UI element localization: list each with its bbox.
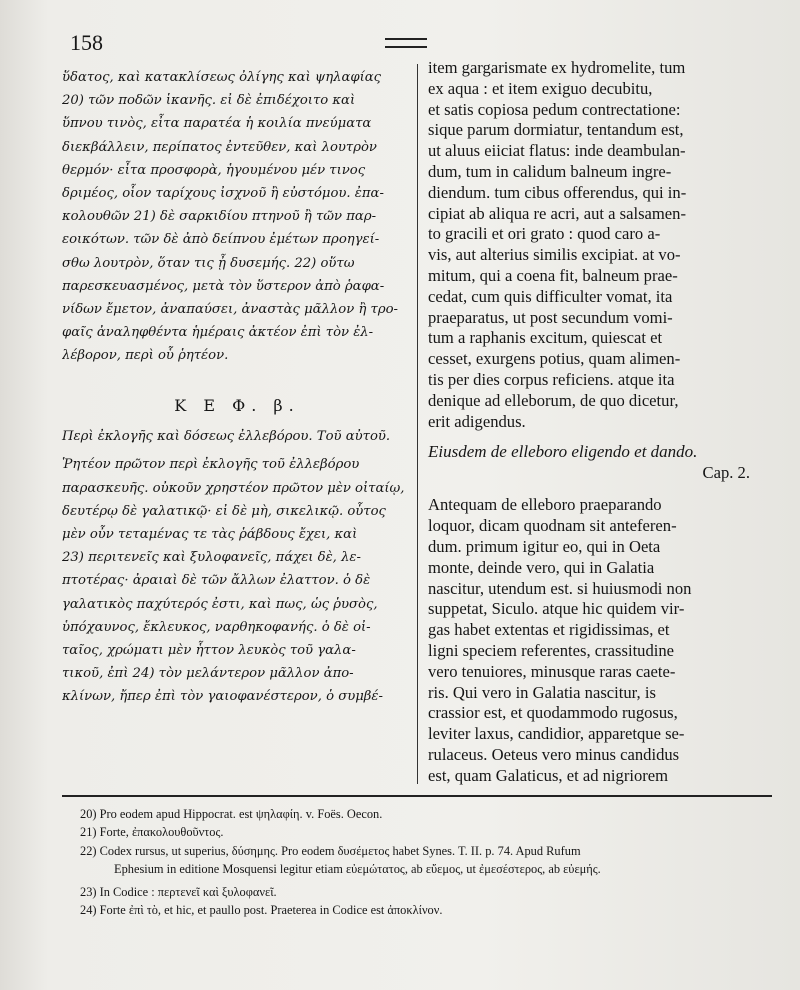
footnote-line: 21) Forte, ἐπακολουθοῦντος. bbox=[80, 825, 224, 840]
footnote-line: 20) Pro eodem apud Hippocrat. est ψηλαφίη. v. Foës. Oecon. bbox=[80, 807, 383, 821]
latin-text-line: dum, tum in calidum balneum ingre- bbox=[428, 161, 672, 181]
latin-column bbox=[428, 58, 758, 787]
latin-text-line: ut aluus eiiciat flatus: inde deambulan- bbox=[428, 141, 686, 161]
latin-text-line: cesset, exurgens potius, quam alimen- bbox=[428, 349, 681, 369]
latin-text-line: nascitur, utendum est. si huiusmodi non bbox=[428, 578, 692, 598]
latin-text-line: rulaceus. Oeteus vero minus candidus bbox=[428, 744, 680, 764]
greek-text-line: θερμόν· εἶτα προσφορὰ, ἡγουμένου μέν τινος bbox=[62, 162, 366, 178]
latin-text-line: est, quam Galaticus, et ad nigriorem bbox=[428, 765, 669, 785]
latin-text-line: gas habet extentas et rigidissimas, et bbox=[428, 620, 670, 640]
latin-text-line: monte, deinde vero, qui in Galatia bbox=[428, 557, 655, 577]
greek-text-line: Ῥητέον πρῶτον περὶ ἐκλογῆς τοῦ ἐλλεβόρου bbox=[62, 457, 360, 473]
latin-text-line: dum. primum igitur eo, qui in Oeta bbox=[428, 536, 661, 556]
greek-text-line: νίδων ἔμετον, ἀναπαύσει, ἀναστὰς μᾶλλον ἢ τρο- bbox=[62, 301, 398, 317]
latin-text-line: ex aqua : et item exiguo decubitu, bbox=[428, 78, 653, 98]
footnote-rule bbox=[62, 795, 772, 797]
greek-text-line: μὲν οὖν τεταμένας τε τὰς ῥάβδους ἔχει, καὶ bbox=[62, 527, 358, 542]
greek-text-line: 20) τῶν ποδῶν ἱκανῆς. εἰ δὲ ἐπιδέχοιτο καὶ bbox=[62, 93, 356, 109]
greek-column bbox=[62, 66, 412, 709]
greek-paragraph-2 bbox=[62, 453, 412, 708]
greek-text-line: ὕπνου τινὸς, εἶτα παρατέα ἡ κοιλία πνεύματα bbox=[62, 116, 372, 132]
header-ornament bbox=[385, 38, 427, 48]
greek-text-line: πτοτέρας· ἀραιαὶ δὲ τῶν ἄλλων ἐλαττον. ὁ δὲ bbox=[62, 573, 371, 589]
latin-paragraph-2 bbox=[428, 495, 758, 786]
column-divider bbox=[417, 64, 418, 784]
latin-text-line: mitum, qui a coena fit, balneum prae- bbox=[428, 265, 678, 285]
greek-text-line: φαῖς ἀναληφθέντα ἡμέραις ἀκτέον ἐπὶ τὸν ἐλ- bbox=[62, 325, 374, 341]
greek-text-line: κλίνων, ἤπερ ἐπὶ τὸν γαιοφανέστερον, ὁ συμβέ- bbox=[62, 689, 383, 705]
latin-text-line: tis per dies corpus reficiens. atque ita bbox=[428, 369, 675, 389]
latin-text-line: Antequam de elleboro praeparando bbox=[428, 495, 662, 515]
latin-chapter-heading: Eiusdem de elleboro eligendo et dando. bbox=[428, 442, 698, 462]
latin-chapter-number: Cap. 2. bbox=[702, 463, 750, 483]
latin-text-line: praeparatus, ut post secundum vomi- bbox=[428, 307, 673, 327]
greek-chapter-subtitle: Περὶ ἐκλογῆς καὶ δόσεως ἐλλεβόρου. Τοῦ αὐτοῦ. bbox=[62, 429, 391, 445]
greek-text-line: κολουθῶν 21) δὲ σαρκιδίου πτηνοῦ ἢ τῶν παρ- bbox=[62, 209, 377, 225]
greek-chapter-heading: Κ Ε Φ. β. bbox=[174, 396, 300, 416]
greek-text-line: παρασκευῆς. οὐκοῦν χρηστέον πρῶτον μὲν οἰταίῳ, bbox=[62, 480, 405, 496]
latin-text-line: tum a raphanis excitum, quiescat et bbox=[428, 328, 663, 348]
greek-text-line: τικοῦ, ἐπὶ 24) τὸν μελάντερον μᾶλλον ἀπο- bbox=[62, 666, 354, 682]
latin-text-line: diendum. tum cibus offerendus, qui in- bbox=[428, 182, 687, 202]
latin-text-line: cedat, cum quis difficulter vomat, ita bbox=[428, 286, 673, 306]
greek-text-line: δριμέος, οἷον ταρίχους ἰσχνοῦ ἢ εὐστόμου. ἐπα- bbox=[62, 185, 384, 201]
latin-text-line: crassior est, et quodammodo rugosus, bbox=[428, 703, 678, 723]
footnote-line: 23) In Codice : περτενεῖ καὶ ξυλοφανεῖ. bbox=[80, 884, 277, 899]
latin-text-line: ligni speciem referentes, crassitudine bbox=[428, 640, 675, 660]
latin-text-line: item gargarismate ex hydromelite, tum bbox=[428, 58, 686, 77]
greek-text-line: εοικότων. τῶν δὲ ἀπὸ δείπνου ἐμέτων προηγεί- bbox=[62, 232, 380, 248]
greek-text-line: παρεσκευασμένος, μετὰ τὸν ὕστερον ἀπὸ ῥαφα- bbox=[62, 278, 385, 294]
footnote-line: 22) Codex rursus, ut superius, δύσημης. Pro eodem δυσέμετος habet Synes. T. II. p. 74. Apud Rufum bbox=[80, 843, 581, 858]
latin-text-line: et satis copiosa pedum contrectatione: bbox=[428, 99, 681, 119]
greek-paragraph-1 bbox=[62, 66, 412, 367]
latin-text-line: cipiat ab aliqua re acri, aut a salsamen- bbox=[428, 203, 686, 223]
footnote-line: Ephesium in editione Mosquensi legitur etiam εὐεμώτατος, ab εὔεμος, ut ἐμεσέστερος, ab εὐεμής. bbox=[114, 862, 601, 877]
greek-text-line: σθω λουτρὸν, ὅταν τις ᾖ δυσεμής. 22) οὕτω bbox=[62, 255, 355, 271]
latin-text-line: sique parum dormiatur, tentandum est, bbox=[428, 120, 684, 140]
latin-text-line: to gracili et ori grato : quod caro a- bbox=[428, 224, 661, 244]
latin-text-line: suppetat, Siculo. atque hic quidem vir- bbox=[428, 599, 685, 619]
footnote-line: 24) Forte ἐπὶ τὸ, et hic, et paullo post. Praeterea in Codice est ἀποκλίνον. bbox=[80, 902, 443, 917]
greek-text-line: ὕδατος, καὶ κατακλίσεως ὀλίγης καὶ ψηλαφίας bbox=[62, 70, 382, 85]
greek-text-line: λέβορον, περὶ οὗ ῥητέον. bbox=[62, 348, 229, 364]
greek-text-line: ταῖος, χρώματι μὲν ἧττον λευκὸς τοῦ γαλα- bbox=[62, 642, 356, 658]
latin-text-line: denique ad elleborum, de quo dicetur, bbox=[428, 390, 679, 410]
latin-text-line: loquor, dicam quodnam sit anteferen- bbox=[428, 516, 677, 536]
latin-text-line: erit adigendus. bbox=[428, 411, 526, 431]
page-number: 158 bbox=[70, 30, 103, 55]
latin-text-line: vis, aut alterius similis excipiat. at vo- bbox=[428, 245, 681, 265]
footnotes bbox=[80, 805, 770, 919]
latin-paragraph-1 bbox=[428, 58, 758, 432]
greek-text-line: 23) περιτενεῖς καὶ ξυλοφανεῖς, πάχει δὲ, λε- bbox=[62, 550, 361, 566]
greek-text-line: γαλατικὸς παχύτερός ἐστι, καὶ πως, ὡς ῥυσὸς, bbox=[62, 596, 378, 612]
greek-text-line: ὑπόχαυνος, ἔκλευκος, ναρθηκοφανής. ὁ δὲ οἰ- bbox=[62, 619, 371, 635]
greek-text-line: διεκβάλλειν, περίπατος ἐντεῦθεν, καὶ λουτρὸν bbox=[62, 139, 377, 155]
latin-text-line: ris. Qui vero in Galatia nascitur, is bbox=[428, 682, 656, 702]
latin-text-line: vero tenuiores, minusque raras caete- bbox=[428, 661, 676, 681]
latin-text-line: leviter laxus, candidior, apparetque se- bbox=[428, 724, 685, 744]
greek-text-line: δευτέρῳ δὲ γαλατικῷ· εἰ δὲ μὴ, σικελικῷ. οὗτος bbox=[62, 503, 386, 519]
